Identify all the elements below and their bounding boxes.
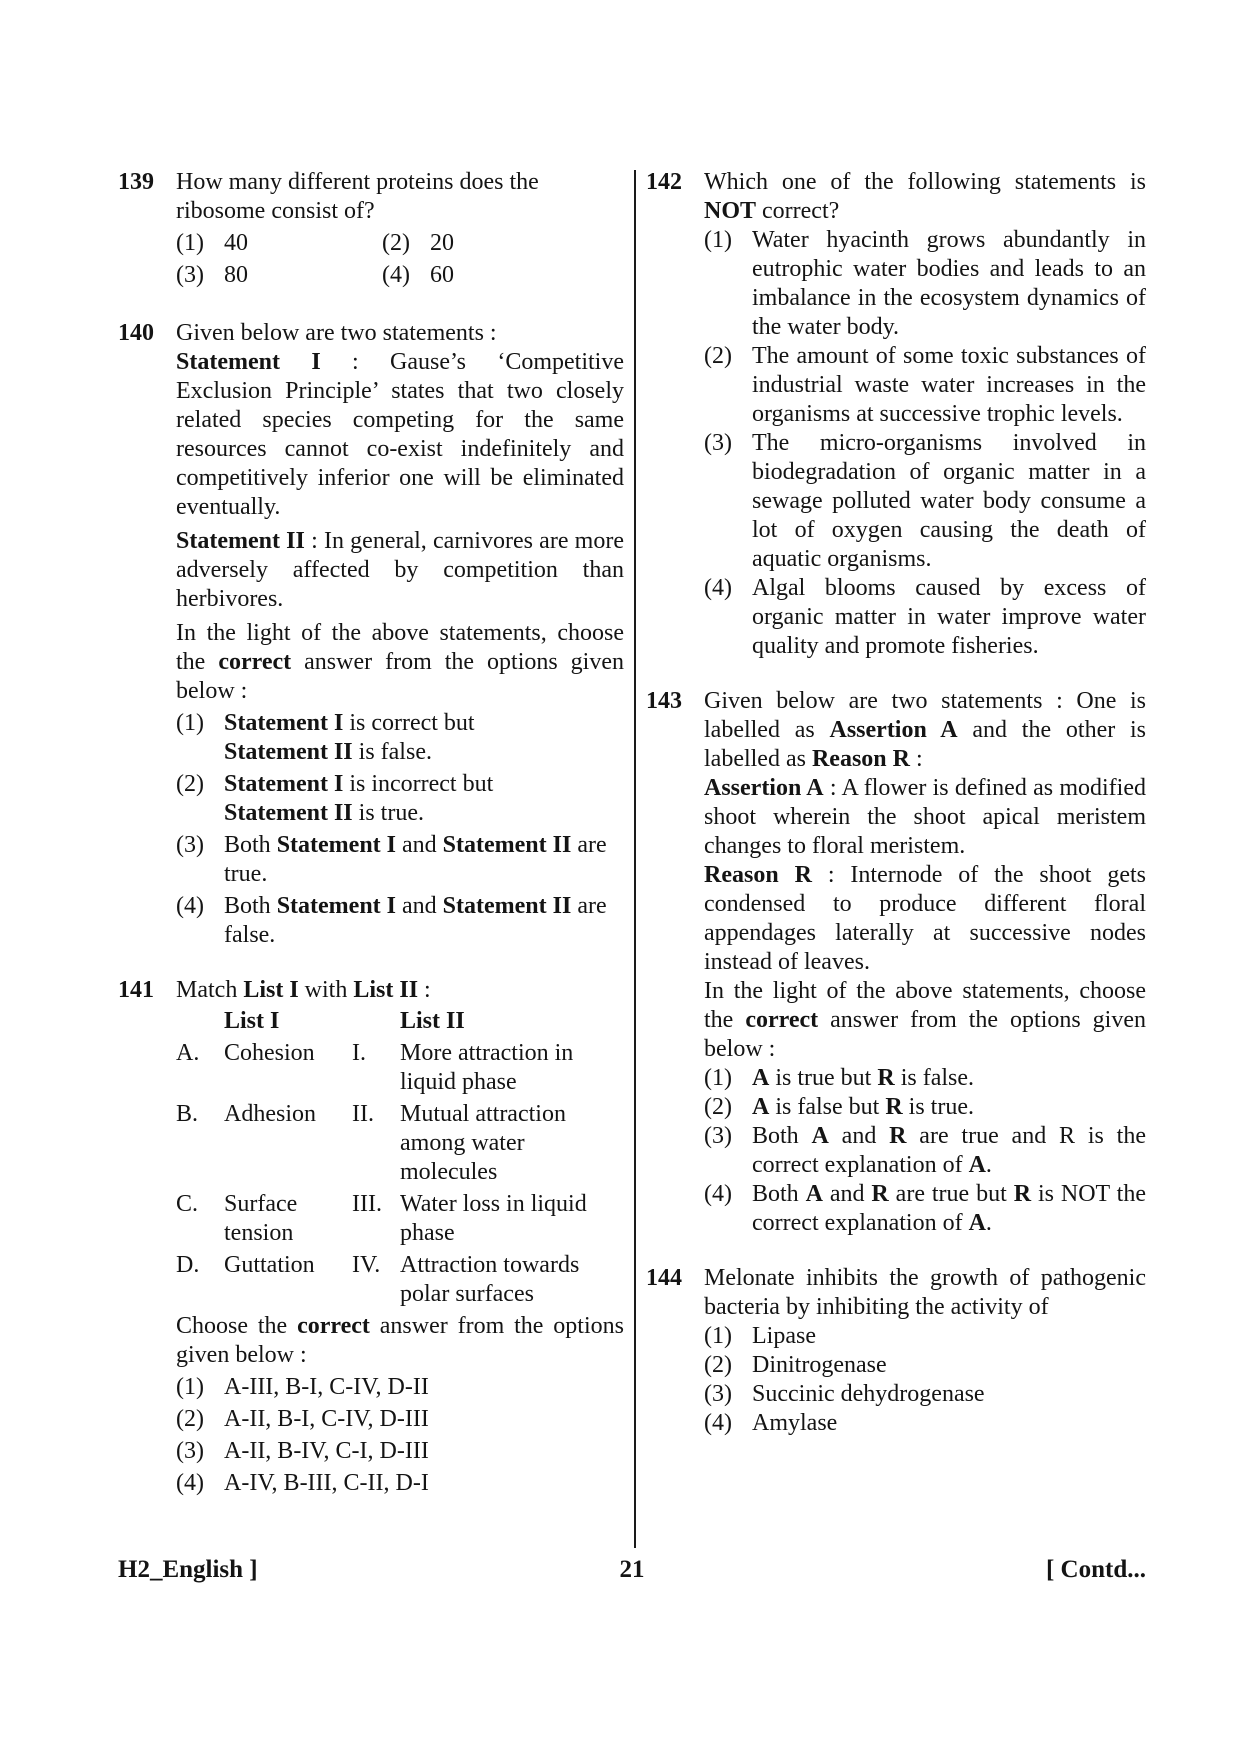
option-4 — [704, 1409, 1146, 1438]
option-number: (2) — [382, 230, 410, 256]
list-2-item: More attraction in liquid phase — [400, 1040, 574, 1095]
question-142 — [646, 168, 1146, 661]
option-text: 80 — [224, 262, 248, 288]
option-4 — [704, 574, 1146, 661]
option-text: A-II, B-IV, C-I, D-III — [224, 1438, 429, 1464]
list-1-item: Cohesion — [224, 1040, 315, 1066]
option-number: (1) — [176, 710, 204, 736]
question-stem: Given below are two statements : One is labelled as Assertion A and the other is labelled as Reason R : — [704, 688, 1146, 772]
option-number: (1) — [704, 1065, 732, 1091]
option-3 — [176, 831, 624, 889]
option-text: Amylase — [752, 1410, 838, 1436]
option-number: (2) — [176, 1406, 204, 1432]
option-number: (3) — [176, 1438, 204, 1464]
option-4 — [176, 1469, 624, 1498]
option-text: 60 — [430, 262, 454, 288]
list-1-label: B. — [176, 1101, 199, 1127]
option-text: A-II, B-I, C-IV, D-III — [224, 1406, 429, 1432]
option-number: (2) — [704, 343, 732, 369]
option-number: (4) — [176, 1470, 204, 1496]
list-2-header: List II — [400, 1008, 465, 1034]
question-143 — [646, 687, 1146, 1238]
option-1 — [176, 1373, 624, 1402]
option-1 — [704, 1064, 1146, 1093]
question-stem: Match List I with List II : — [176, 977, 431, 1003]
question-stem: Which one of the following statements is NOT correct? — [704, 169, 1146, 224]
list-2-label: I. — [352, 1040, 366, 1066]
list-1-header: List I — [224, 1008, 280, 1034]
list-2-item: Mutual attraction among water molecules — [400, 1101, 566, 1185]
option-3 — [704, 1380, 1146, 1409]
option-number: (2) — [704, 1094, 732, 1120]
option-text: Lipase — [752, 1323, 816, 1349]
statement-1: Statement I : Gause’s ‘Competitive Exclusion Principle’ states that two closely related species competing for the same resources cannot co-exist indefinitely and competitively inferior one will be eliminated eventually. — [176, 349, 624, 520]
option-text: Both Statement I and Statement II are false. — [224, 893, 607, 948]
option-number: (4) — [176, 893, 204, 919]
column-divider — [634, 170, 636, 1548]
instruction: In the light of the above statements, choose the correct answer from the options given below : — [704, 978, 1146, 1062]
option-2 — [704, 1351, 1146, 1380]
option-number: (1) — [176, 230, 204, 256]
option-text: A is false but R is true. — [752, 1094, 974, 1120]
question-number: 142 — [646, 169, 682, 195]
option-1 — [176, 229, 382, 258]
option-number: (4) — [382, 262, 410, 288]
option-3 — [704, 429, 1146, 574]
option-1 — [704, 226, 1146, 342]
option-1 — [176, 709, 624, 767]
option-text: Algal blooms caused by excess of organic matter in water improve water quality and promote fisheries. — [752, 575, 1146, 659]
list-1-item: Adhesion — [224, 1101, 316, 1127]
option-2 — [176, 770, 624, 828]
option-text: The micro-organisms involved in biodegradation of organic matter in a sewage polluted water body consume a lot of oxygen causing the death of aquatic organisms. — [752, 430, 1146, 572]
question-number: 143 — [646, 688, 682, 714]
reason: Reason R : Internode of the shoot gets condensed to produce different floral appendages laterally at successive nodes instead of leaves. — [704, 862, 1146, 975]
list-1-label: A. — [176, 1040, 200, 1066]
option-number: (3) — [176, 262, 204, 288]
list-2-label: II. — [352, 1101, 374, 1127]
match-table — [176, 1007, 624, 1312]
option-number: (1) — [704, 1323, 732, 1349]
list-2-item: Attraction towards polar surfaces — [400, 1252, 580, 1307]
instruction: Choose the correct answer from the options given below : — [176, 1313, 624, 1368]
statement-2: Statement II : In general, carnivores are more adversely affected by competition than herbivores. — [176, 528, 624, 612]
option-4 — [704, 1180, 1146, 1238]
question-number: 140 — [118, 320, 154, 346]
option-text: Dinitrogenase — [752, 1352, 887, 1378]
page-number: 21 — [619, 1556, 645, 1583]
paper-code: H2_English ] — [118, 1556, 258, 1583]
option-text: Statement I is incorrect but Statement II is true. — [224, 771, 494, 826]
question-stem: How many different proteins does the ribosome consist of? — [176, 169, 539, 224]
option-number: (2) — [704, 1352, 732, 1378]
option-text: 20 — [430, 230, 454, 256]
option-text: A is true but R is false. — [752, 1065, 974, 1091]
option-2 — [382, 229, 582, 258]
question-number: 139 — [118, 169, 154, 195]
option-number: (3) — [704, 1381, 732, 1407]
question-number: 141 — [118, 977, 154, 1003]
list-1-item: Guttation — [224, 1252, 315, 1278]
list-1-label: C. — [176, 1191, 199, 1217]
right-column — [646, 168, 1146, 1438]
option-text: Both A and R are true and R is the correct explanation of A. — [752, 1123, 1146, 1178]
list-2-label: III. — [352, 1191, 382, 1217]
option-number: (4) — [704, 1181, 732, 1207]
list-2-item: Water loss in liquid phase — [400, 1191, 587, 1246]
assertion: Assertion A : A flower is defined as modified shoot wherein the shoot apical meristem changes to floral meristem. — [704, 775, 1146, 859]
question-144 — [646, 1264, 1146, 1438]
option-2 — [176, 1405, 624, 1434]
question-139 — [118, 168, 624, 293]
option-1 — [704, 1322, 1146, 1351]
option-text: A-IV, B-III, C-II, D-I — [224, 1470, 429, 1496]
list-1-item: Surface tension — [224, 1191, 298, 1246]
option-text: Both Statement I and Statement II are true. — [224, 832, 607, 887]
option-2 — [704, 342, 1146, 429]
question-140 — [118, 319, 624, 950]
list-2-label: IV. — [352, 1252, 381, 1278]
options-grid — [176, 229, 624, 293]
option-4 — [176, 892, 624, 950]
option-4 — [382, 261, 582, 290]
option-number: (4) — [704, 1410, 732, 1436]
option-text: 40 — [224, 230, 248, 256]
option-text: The amount of some toxic substances of industrial waste water increases in the organisms at successive trophic levels. — [752, 343, 1146, 427]
option-number: (1) — [704, 227, 732, 253]
option-number: (3) — [176, 832, 204, 858]
option-text: Succinic dehydrogenase — [752, 1381, 985, 1407]
instruction: In the light of the above statements, choose the correct answer from the options given below : — [176, 620, 624, 704]
option-number: (4) — [704, 575, 732, 601]
option-number: (2) — [176, 771, 204, 797]
question-141 — [118, 976, 624, 1498]
left-column — [118, 168, 624, 1498]
list-1-label: D. — [176, 1252, 200, 1278]
option-text: A-III, B-I, C-IV, D-II — [224, 1374, 429, 1400]
option-number: (1) — [176, 1374, 204, 1400]
option-3 — [704, 1122, 1146, 1180]
option-number: (3) — [704, 430, 732, 456]
option-text: Water hyacinth grows abundantly in eutrophic water bodies and leads to an imbalance in the ecosystem dynamics of the water body. — [752, 227, 1146, 340]
page-footer — [118, 1556, 1146, 1586]
question-number: 144 — [646, 1265, 682, 1291]
continued-label: [ Contd... — [1045, 1556, 1146, 1583]
option-text: Statement I is correct but Statement II is false. — [224, 710, 475, 765]
option-text: Both A and R are true but R is NOT the correct explanation of A. — [752, 1181, 1147, 1236]
option-3 — [176, 1437, 624, 1466]
option-number: (3) — [704, 1123, 732, 1149]
option-2 — [704, 1093, 1146, 1122]
option-3 — [176, 261, 382, 290]
question-stem: Given below are two statements : — [176, 320, 497, 346]
question-stem: Melonate inhibits the growth of pathogenic bacteria by inhibiting the activity of — [704, 1265, 1146, 1320]
